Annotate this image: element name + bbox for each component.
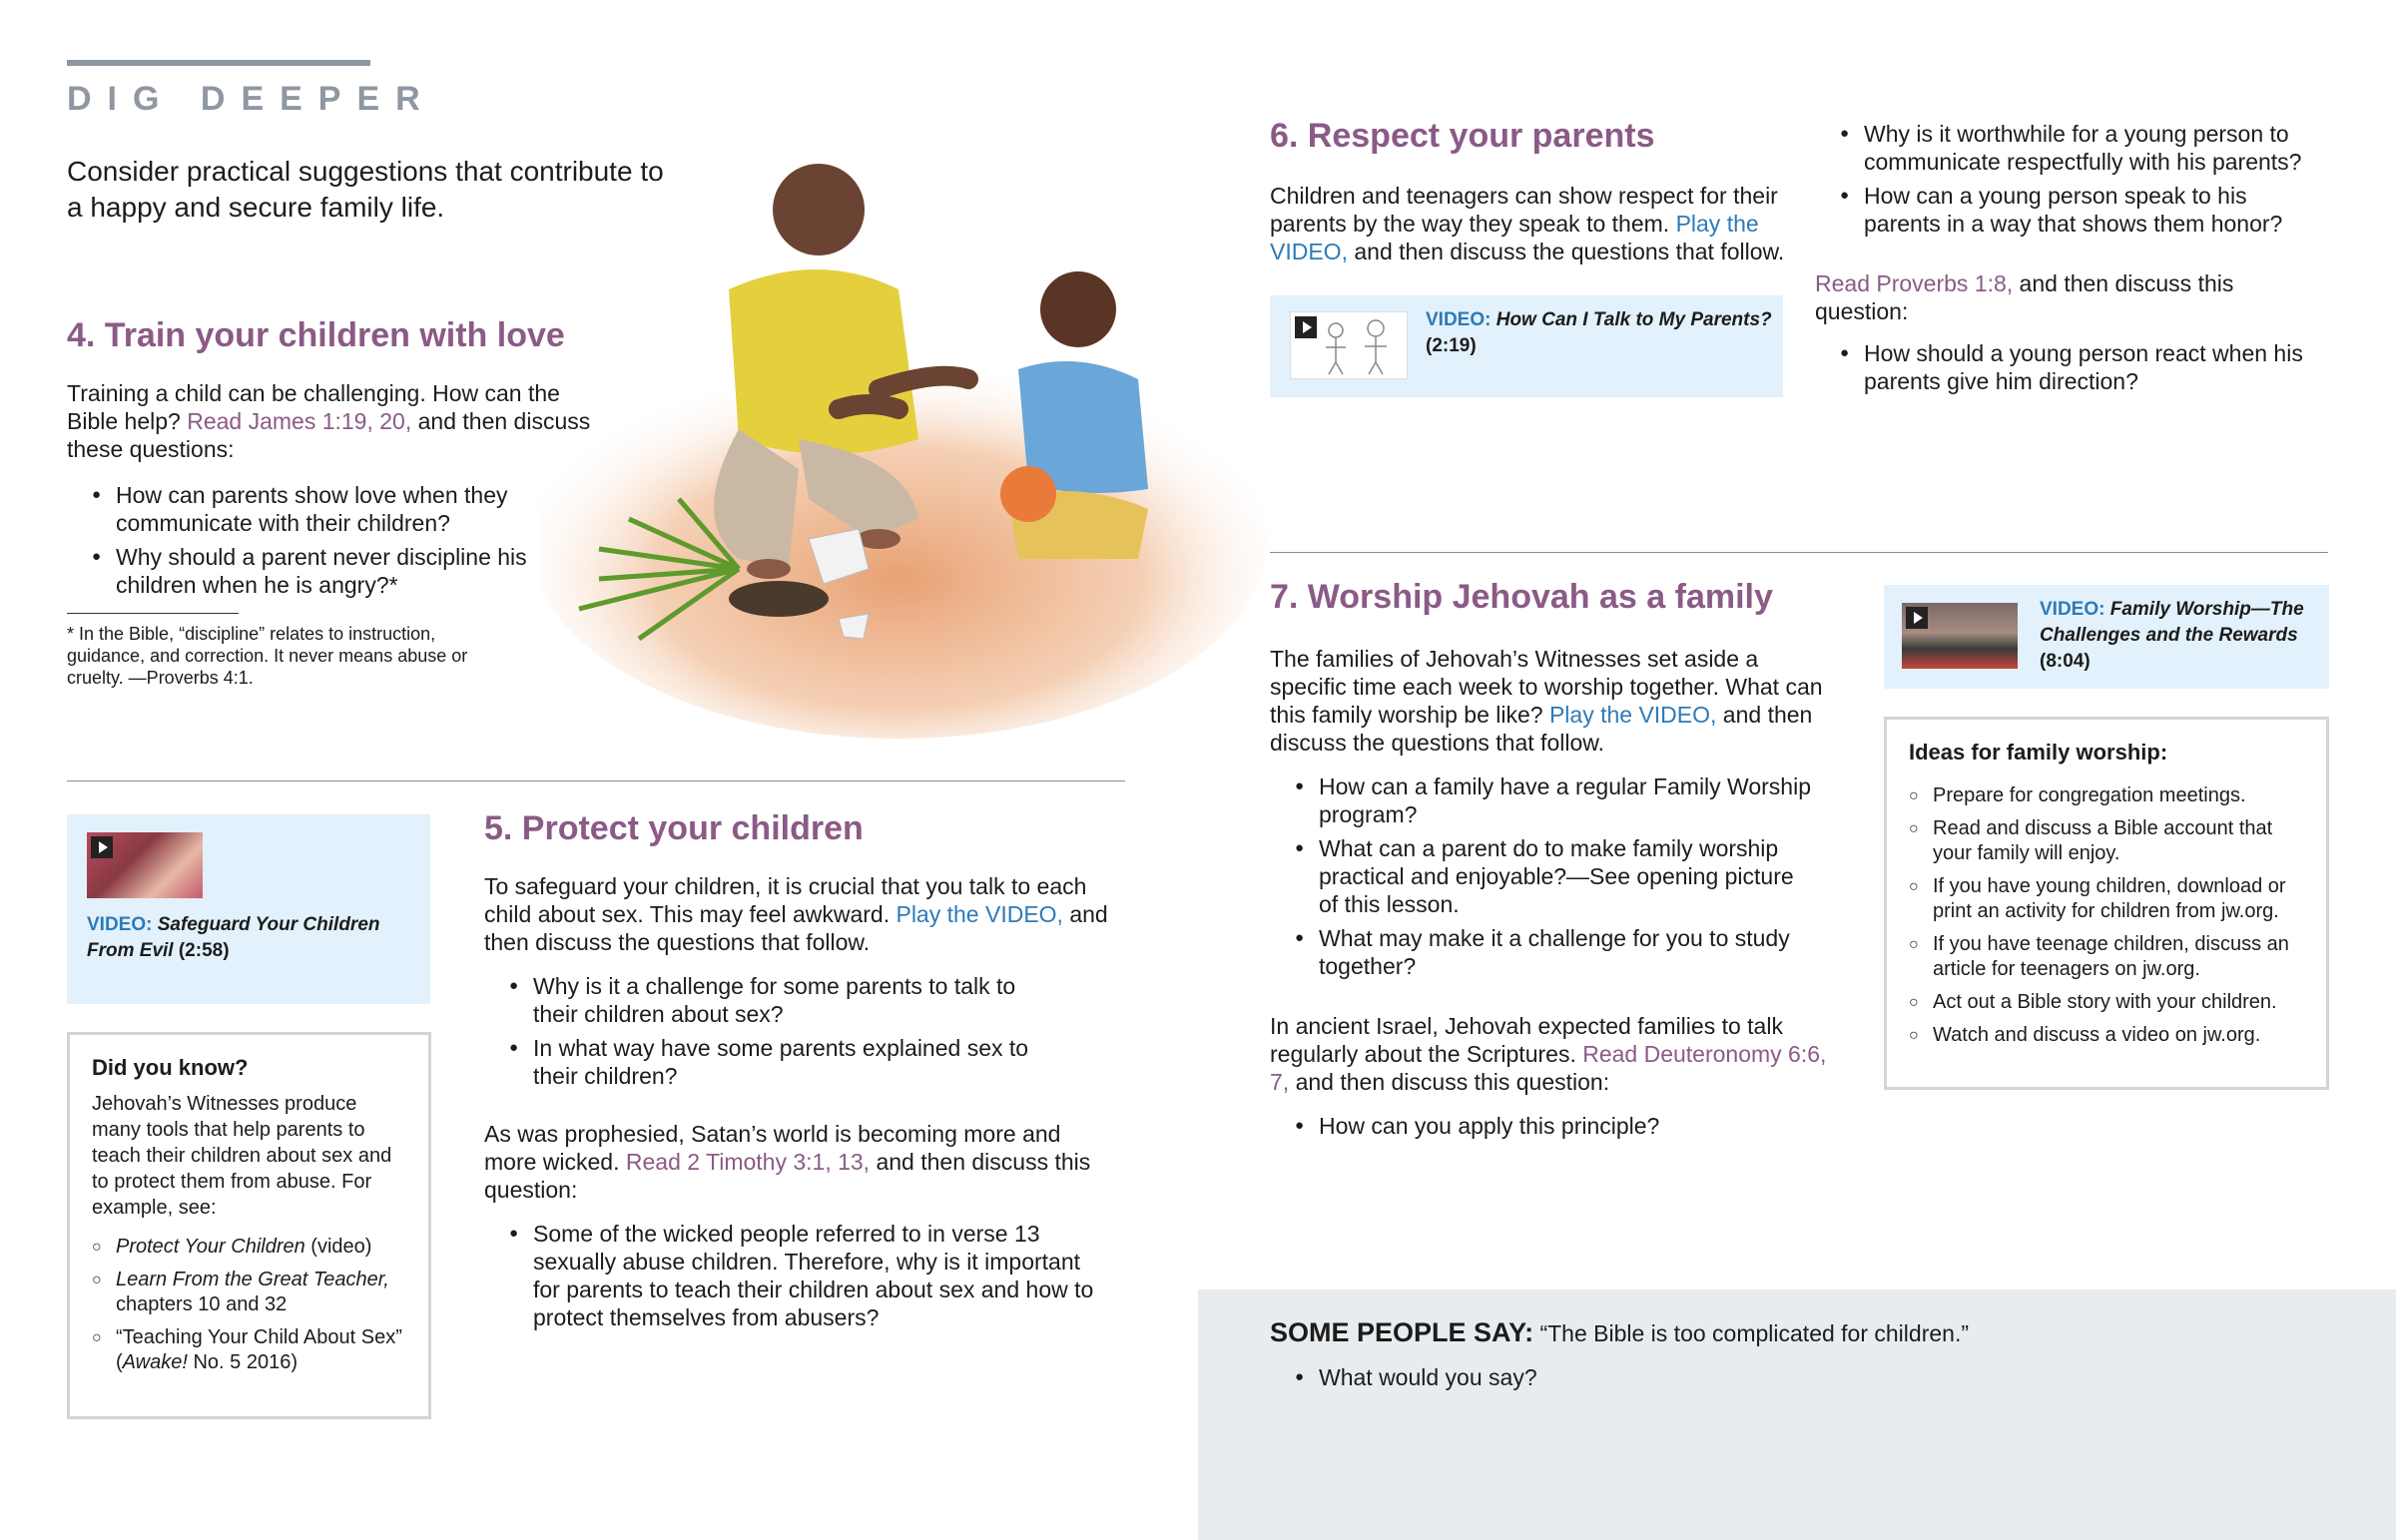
list-item: [92, 1268, 406, 1317]
resource-title: Protect Your Children: [116, 1236, 305, 1258]
read-timothy-link[interactable]: Read 2 Timothy 3:1, 13,: [625, 1149, 871, 1175]
video-thumbnail[interactable]: [87, 832, 203, 898]
section-4-intro-text-b: and then discuss these questions:: [67, 408, 591, 462]
father-son-illustration: [539, 140, 1278, 759]
section-5-p2-text-a: As was prophesied, Satan’s world is becoming more and more wicked.: [484, 1121, 1061, 1175]
section-6-paragraph-2: [1815, 269, 2304, 325]
intro-text: Consider practical suggestions that contribute to a happy and secure family life.: [67, 156, 664, 223]
section-5-intro-text-b: and then discuss the questions that follow.: [484, 901, 1108, 955]
section-7-questions: [1295, 772, 1814, 986]
some-people-say-panel: [1198, 1289, 2396, 1540]
section-6-questions: [1840, 120, 2329, 244]
some-people-say-label: SOME PEOPLE SAY:: [1270, 1317, 1534, 1347]
section-7-title: 7. Worship Jehovah as a family: [1270, 578, 1773, 616]
question-item: ● Why is it a challenge for some parents to talk to their children about sex?: [509, 972, 1048, 1028]
list-item: [92, 1325, 406, 1375]
list-item: ○ Act out a Bible story with your children.: [1909, 990, 2304, 1015]
section-4-title: 4. Train your children with love: [67, 316, 565, 354]
video-title: Safeguard Your Children From Evil: [87, 914, 380, 961]
video-card-talk-to-parents[interactable]: [1270, 295, 1783, 397]
video-duration: (8:04): [2040, 651, 2091, 672]
section-7-questions-2: [1295, 1112, 1814, 1146]
section-6-intro-text-a: Children and teenagers can show respect for their parents by the way they speak to them.: [1270, 183, 1778, 237]
did-you-know-list: [92, 1235, 406, 1375]
ideas-box: [1884, 717, 2329, 1090]
question-item: ● How can you apply this principle?: [1295, 1112, 1814, 1140]
some-people-say-questions: [1295, 1363, 1894, 1397]
question-item: ● Why should a parent never discipline his children when he is angry?*: [92, 543, 551, 599]
play-icon[interactable]: [1906, 607, 1928, 629]
section-7-p2-text-a: In ancient Israel, Jehovah expected families to talk regularly about the Scriptures.: [1270, 1013, 1783, 1067]
play-icon[interactable]: [1295, 316, 1317, 338]
play-video-link[interactable]: Play the VIDEO,: [1548, 702, 1717, 728]
question-item: ● In what way have some parents explained sex to their children?: [509, 1034, 1048, 1090]
question-item: ● What would you say?: [1295, 1363, 1894, 1391]
divider-left: [67, 780, 1125, 781]
video-tag: VIDEO:: [87, 914, 153, 935]
section-5-paragraph-2: [484, 1120, 1113, 1204]
read-proverbs-link[interactable]: Read Proverbs 1:8,: [1815, 270, 2014, 296]
section-5-intro: [484, 872, 1113, 956]
resource-note: “Teaching Your Child About Sex” (: [116, 1326, 402, 1373]
some-people-say-quote: “The Bible is too complicated for children.”: [1539, 1320, 1969, 1346]
resource-note: No. 5 2016): [187, 1351, 298, 1373]
ideas-title: Ideas for family worship:: [1909, 740, 2168, 765]
some-people-say-line: [1270, 1317, 1969, 1348]
video-duration: (2:19): [1426, 335, 1477, 356]
list-item: ○ Read and discuss a Bible account that your family will enjoy.: [1909, 816, 2304, 866]
question-item: ● Some of the wicked people referred to in verse 13 sexually abuse children. Therefore, why is it important for parents to teach their children about sex and how to protect themselves from abusers?: [509, 1220, 1098, 1331]
section-6-intro: [1270, 182, 1789, 265]
section-kicker: DIG DEEPER: [67, 80, 436, 118]
list-item: ○ If you have young children, download or print an activity for children from jw.org.: [1909, 874, 2304, 924]
footnote: * In the Bible, “discipline” relates to instruction, guidance, and correction. It never means abuse or cruelty. —Proverbs 4:1.: [67, 624, 468, 688]
video-thumbnail[interactable]: [1290, 311, 1408, 379]
video-caption: [1426, 307, 1775, 359]
question-item: ● What may make it a challenge for you to study together?: [1295, 924, 1814, 980]
question-item: ● Why is it worthwhile for a young person to communicate respectfully with his parents?: [1840, 120, 2329, 176]
section-5-questions-2: [509, 1220, 1098, 1337]
video-card-safeguard[interactable]: [67, 814, 430, 1004]
question-item: ● How can a young person speak to his parents in a way that shows them honor?: [1840, 182, 2329, 238]
section-7-paragraph-2: [1270, 1012, 1829, 1096]
section-4-intro: [67, 379, 606, 463]
section-5-intro-text-a: To safeguard your children, it is crucial that you talk to each child about sex. This may feel awkward.: [484, 873, 1087, 927]
question-item: ● How can a family have a regular Family Worship program?: [1295, 772, 1814, 828]
footnote-rule: [67, 613, 239, 614]
video-duration: (2:58): [178, 940, 230, 961]
video-title: Family Worship—The Challenges and the Rewards: [2040, 599, 2304, 646]
question-item: ● How should a young person react when his parents give him direction?: [1840, 339, 2329, 395]
video-tag: VIDEO:: [2040, 599, 2105, 620]
resource-note: (video): [304, 1236, 372, 1258]
section-6-questions-2: [1840, 339, 2329, 401]
read-deuteronomy-link[interactable]: Read Deuteronomy 6:6, 7,: [1270, 1041, 1827, 1095]
section-6-title: 6. Respect your parents: [1270, 117, 1655, 155]
resource-title: Learn From the Great Teacher,: [116, 1269, 389, 1290]
did-you-know-text: Jehovah’s Witnesses produce many tools that help parents to teach their children about sex and to protect them from abuse. For example, see:: [92, 1093, 392, 1219]
ideas-list: [1909, 783, 2304, 1048]
read-james-link[interactable]: Read James 1:19, 20,: [187, 408, 412, 434]
section-7-intro-text-b: and then discuss the questions that follow.: [1270, 702, 1813, 756]
play-video-link[interactable]: Play the VIDEO,: [1270, 211, 1759, 264]
video-tag: VIDEO:: [1426, 309, 1492, 330]
video-caption: [87, 912, 416, 964]
did-you-know-box: [67, 1032, 431, 1419]
section-6-intro-text-b: and then discuss the questions that follow.: [1347, 239, 1785, 264]
question-item: ● How can parents show love when they communicate with their children?: [92, 481, 551, 537]
section-7-intro-text-a: The families of Jehovah’s Witnesses set aside a specific time each week to worship together. What can this family worship be like?: [1270, 646, 1823, 728]
play-icon[interactable]: [91, 836, 113, 858]
video-title: How Can I Talk to My Parents?: [1496, 309, 1772, 330]
resource-note: chapters 10 and 32: [116, 1293, 288, 1315]
list-item: ○ If you have teenage children, discuss an article for teenagers on jw.org.: [1909, 932, 2304, 982]
divider-right: [1270, 552, 2328, 553]
did-you-know-title: Did you know?: [92, 1055, 249, 1080]
section-7-intro: [1270, 645, 1834, 757]
resource-title: Awake!: [122, 1351, 188, 1373]
section-6-p2-text-b: and then discuss this question:: [1815, 270, 2234, 324]
section-5-title: 5. Protect your children: [484, 809, 864, 847]
section-5-questions: [509, 972, 1048, 1096]
video-card-family-worship[interactable]: [1884, 585, 2329, 689]
section-7-p2-text-b: and then discuss this question:: [1289, 1069, 1610, 1095]
section-4-questions: [92, 481, 551, 605]
section-4-intro-text-a: Training a child can be challenging. How can the Bible help?: [67, 380, 560, 434]
list-item: [92, 1235, 406, 1260]
question-item: ● What can a parent do to make family worship practical and enjoyable?—See opening picture of this lesson.: [1295, 834, 1814, 918]
list-item: ○ Prepare for congregation meetings.: [1909, 783, 2304, 808]
section-5-p2-text-b: and then discuss this question:: [484, 1149, 1091, 1203]
play-video-link[interactable]: Play the VIDEO,: [896, 901, 1063, 927]
header-rule: [67, 60, 370, 66]
list-item: ○ Watch and discuss a video on jw.org.: [1909, 1023, 2304, 1048]
video-caption: [2040, 597, 2319, 675]
video-thumbnail[interactable]: [1902, 603, 2018, 669]
